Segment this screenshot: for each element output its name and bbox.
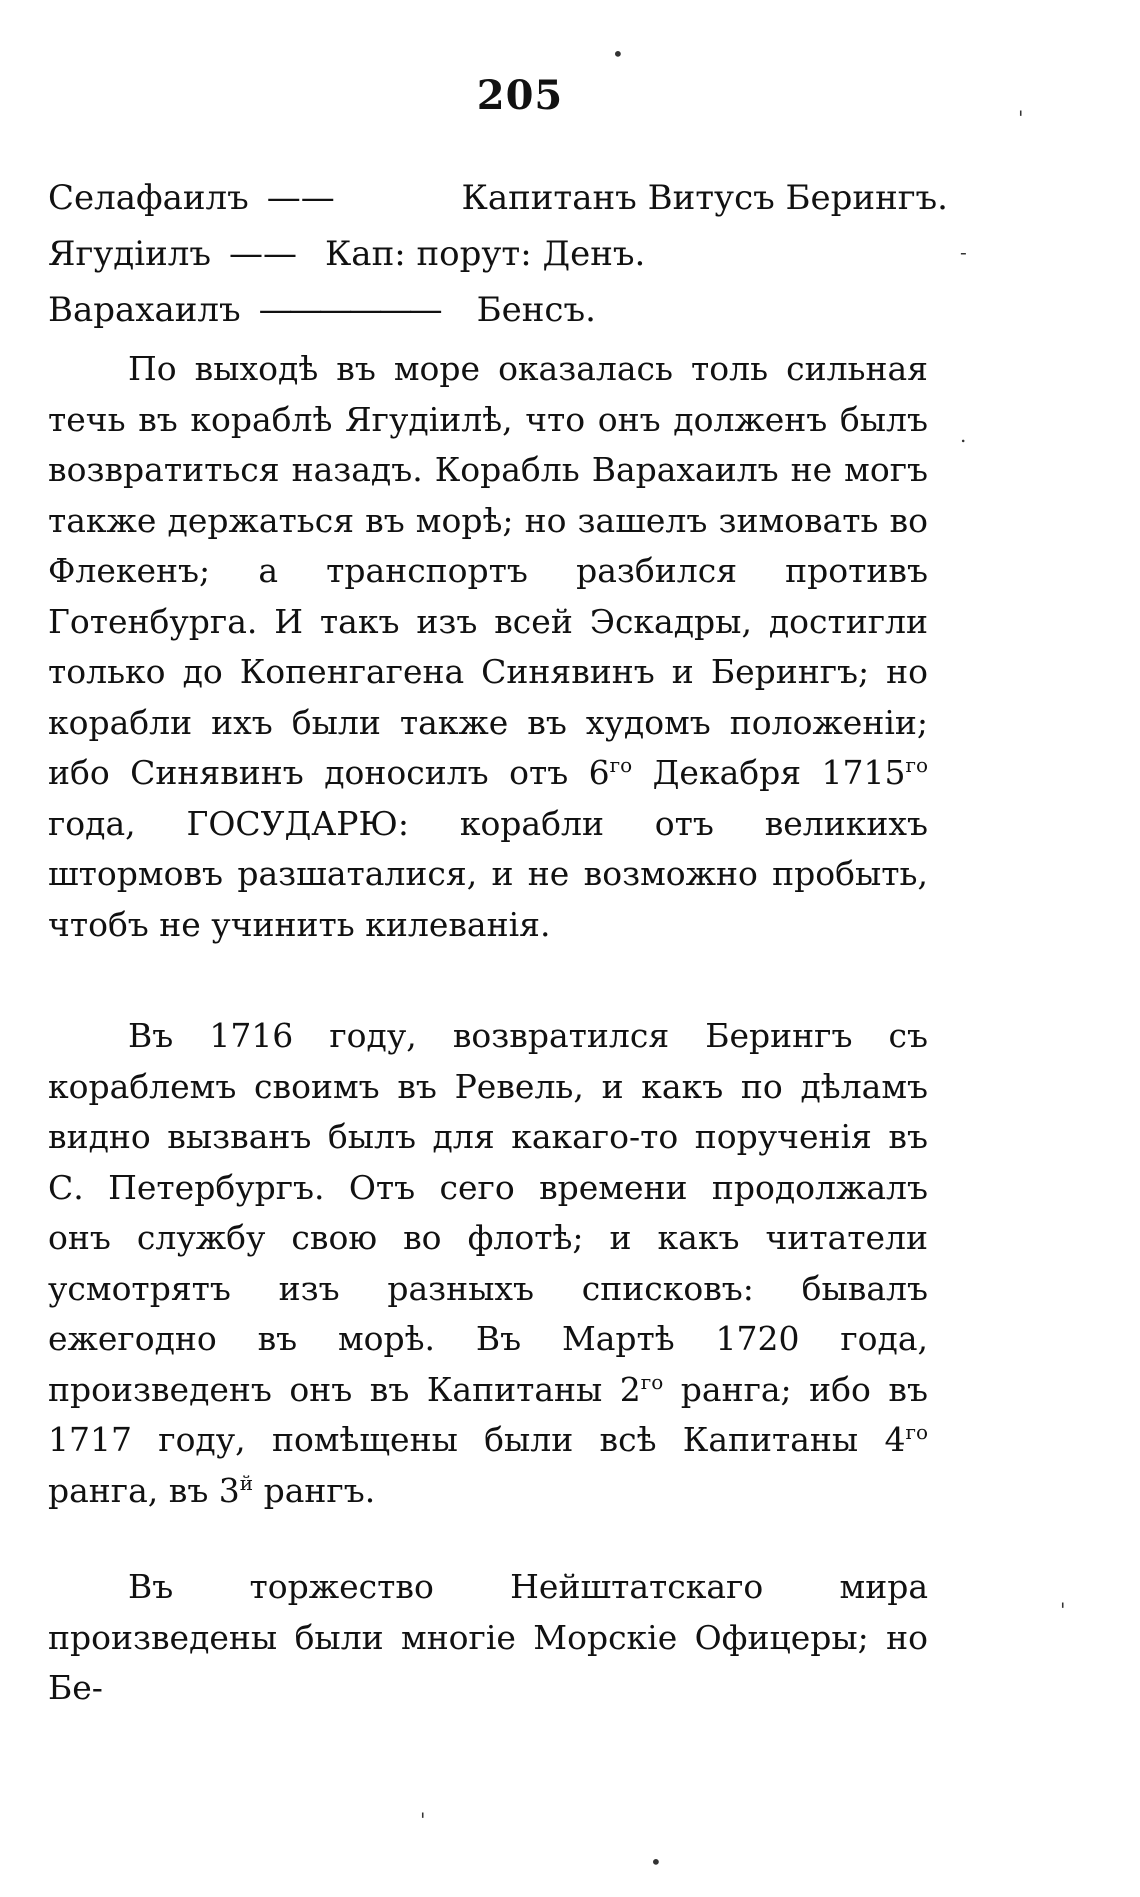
- paragraph-1-end: года, ГОСУДАРЮ: корабли отъ великихъ штормовъ разшаталися, и не возможно пробыть, чтобъ не учинить килеванія.: [48, 803, 928, 944]
- scan-speck: •: [612, 42, 624, 66]
- crew-row: [48, 226, 948, 282]
- ship-name: Ягудіилъ: [48, 234, 211, 274]
- paragraph-2-text-c: ранга, въ 3: [48, 1470, 240, 1510]
- superscript: го: [640, 1369, 664, 1394]
- dash: ——: [228, 234, 297, 274]
- paragraph-1-text: По выходѣ въ море оказалась толь сильная течь въ кораблѣ Ягудіилѣ, что онъ долженъ былъ возвратиться назадъ. Корабль Варахаилъ не могъ также держаться въ морѣ; но зашелъ зимовать во Флекенъ; а транспортъ разбился противъ Готенбурга. И такъ изъ всей Эскадры, достигли только до Копенгагена Синявинъ и Берингъ; но корабли ихъ были также въ худомъ положеніи; ибо Синявинъ доносилъ отъ 6: [48, 349, 928, 792]
- officer-name: Капитанъ Витусъ Берингъ.: [461, 178, 948, 218]
- superscript: го: [609, 753, 633, 777]
- officer-name: Бенсъ.: [476, 290, 596, 330]
- scan-speck: ': [1060, 1598, 1066, 1622]
- paragraph-3-text: Въ торжество Нейштатскаго мира произведены были многіе Морскіе Офицеры; но Бе-: [48, 1567, 928, 1707]
- scan-speck: .: [960, 423, 967, 447]
- superscript: й: [239, 1470, 254, 1495]
- paragraph-2-text-a: Въ 1716 году, возвратился Берингъ съ кораблемъ своимъ въ Ревель, и какъ по дѣламъ видно вызванъ былъ для какаго-то порученія въ С. Петербургъ. Отъ сего времени продолжалъ онъ службу свою во флотѣ; и какъ читатели усмотрятъ изъ разныхъ списковъ: бывалъ ежегодно въ морѣ. Въ Мартѣ 1720 года, произведенъ онъ въ Капитаны 2: [48, 1016, 928, 1409]
- dash: ——: [266, 178, 335, 218]
- crew-list: [48, 170, 948, 338]
- crew-row: [48, 282, 948, 338]
- ship-name: Варахаилъ: [48, 290, 241, 330]
- dash: ——————: [258, 290, 439, 330]
- scan-speck: ': [1018, 106, 1024, 130]
- ship-name: Селафаилъ: [48, 178, 249, 218]
- page-number: 205: [476, 72, 564, 119]
- scan-speck: •: [650, 1850, 662, 1874]
- superscript: го: [905, 1420, 928, 1444]
- officer-name: Кап: порут: Денъ.: [324, 234, 646, 274]
- paragraph-1-mid: Декабря 1715: [632, 753, 906, 792]
- superscript: го: [905, 753, 928, 777]
- paragraph-2: [48, 1011, 928, 1516]
- paragraph-2-text-b: ранга; ибо въ 1717 году, помѣщены были всѣ Капитаны 4: [48, 1369, 928, 1459]
- scan-speck: -: [960, 240, 967, 264]
- paragraph-3: [48, 1562, 928, 1714]
- paragraph-2-text-d: рангъ.: [253, 1470, 376, 1510]
- crew-row: [48, 170, 948, 226]
- scan-speck: ': [420, 1808, 426, 1832]
- paragraph-1: [48, 344, 928, 950]
